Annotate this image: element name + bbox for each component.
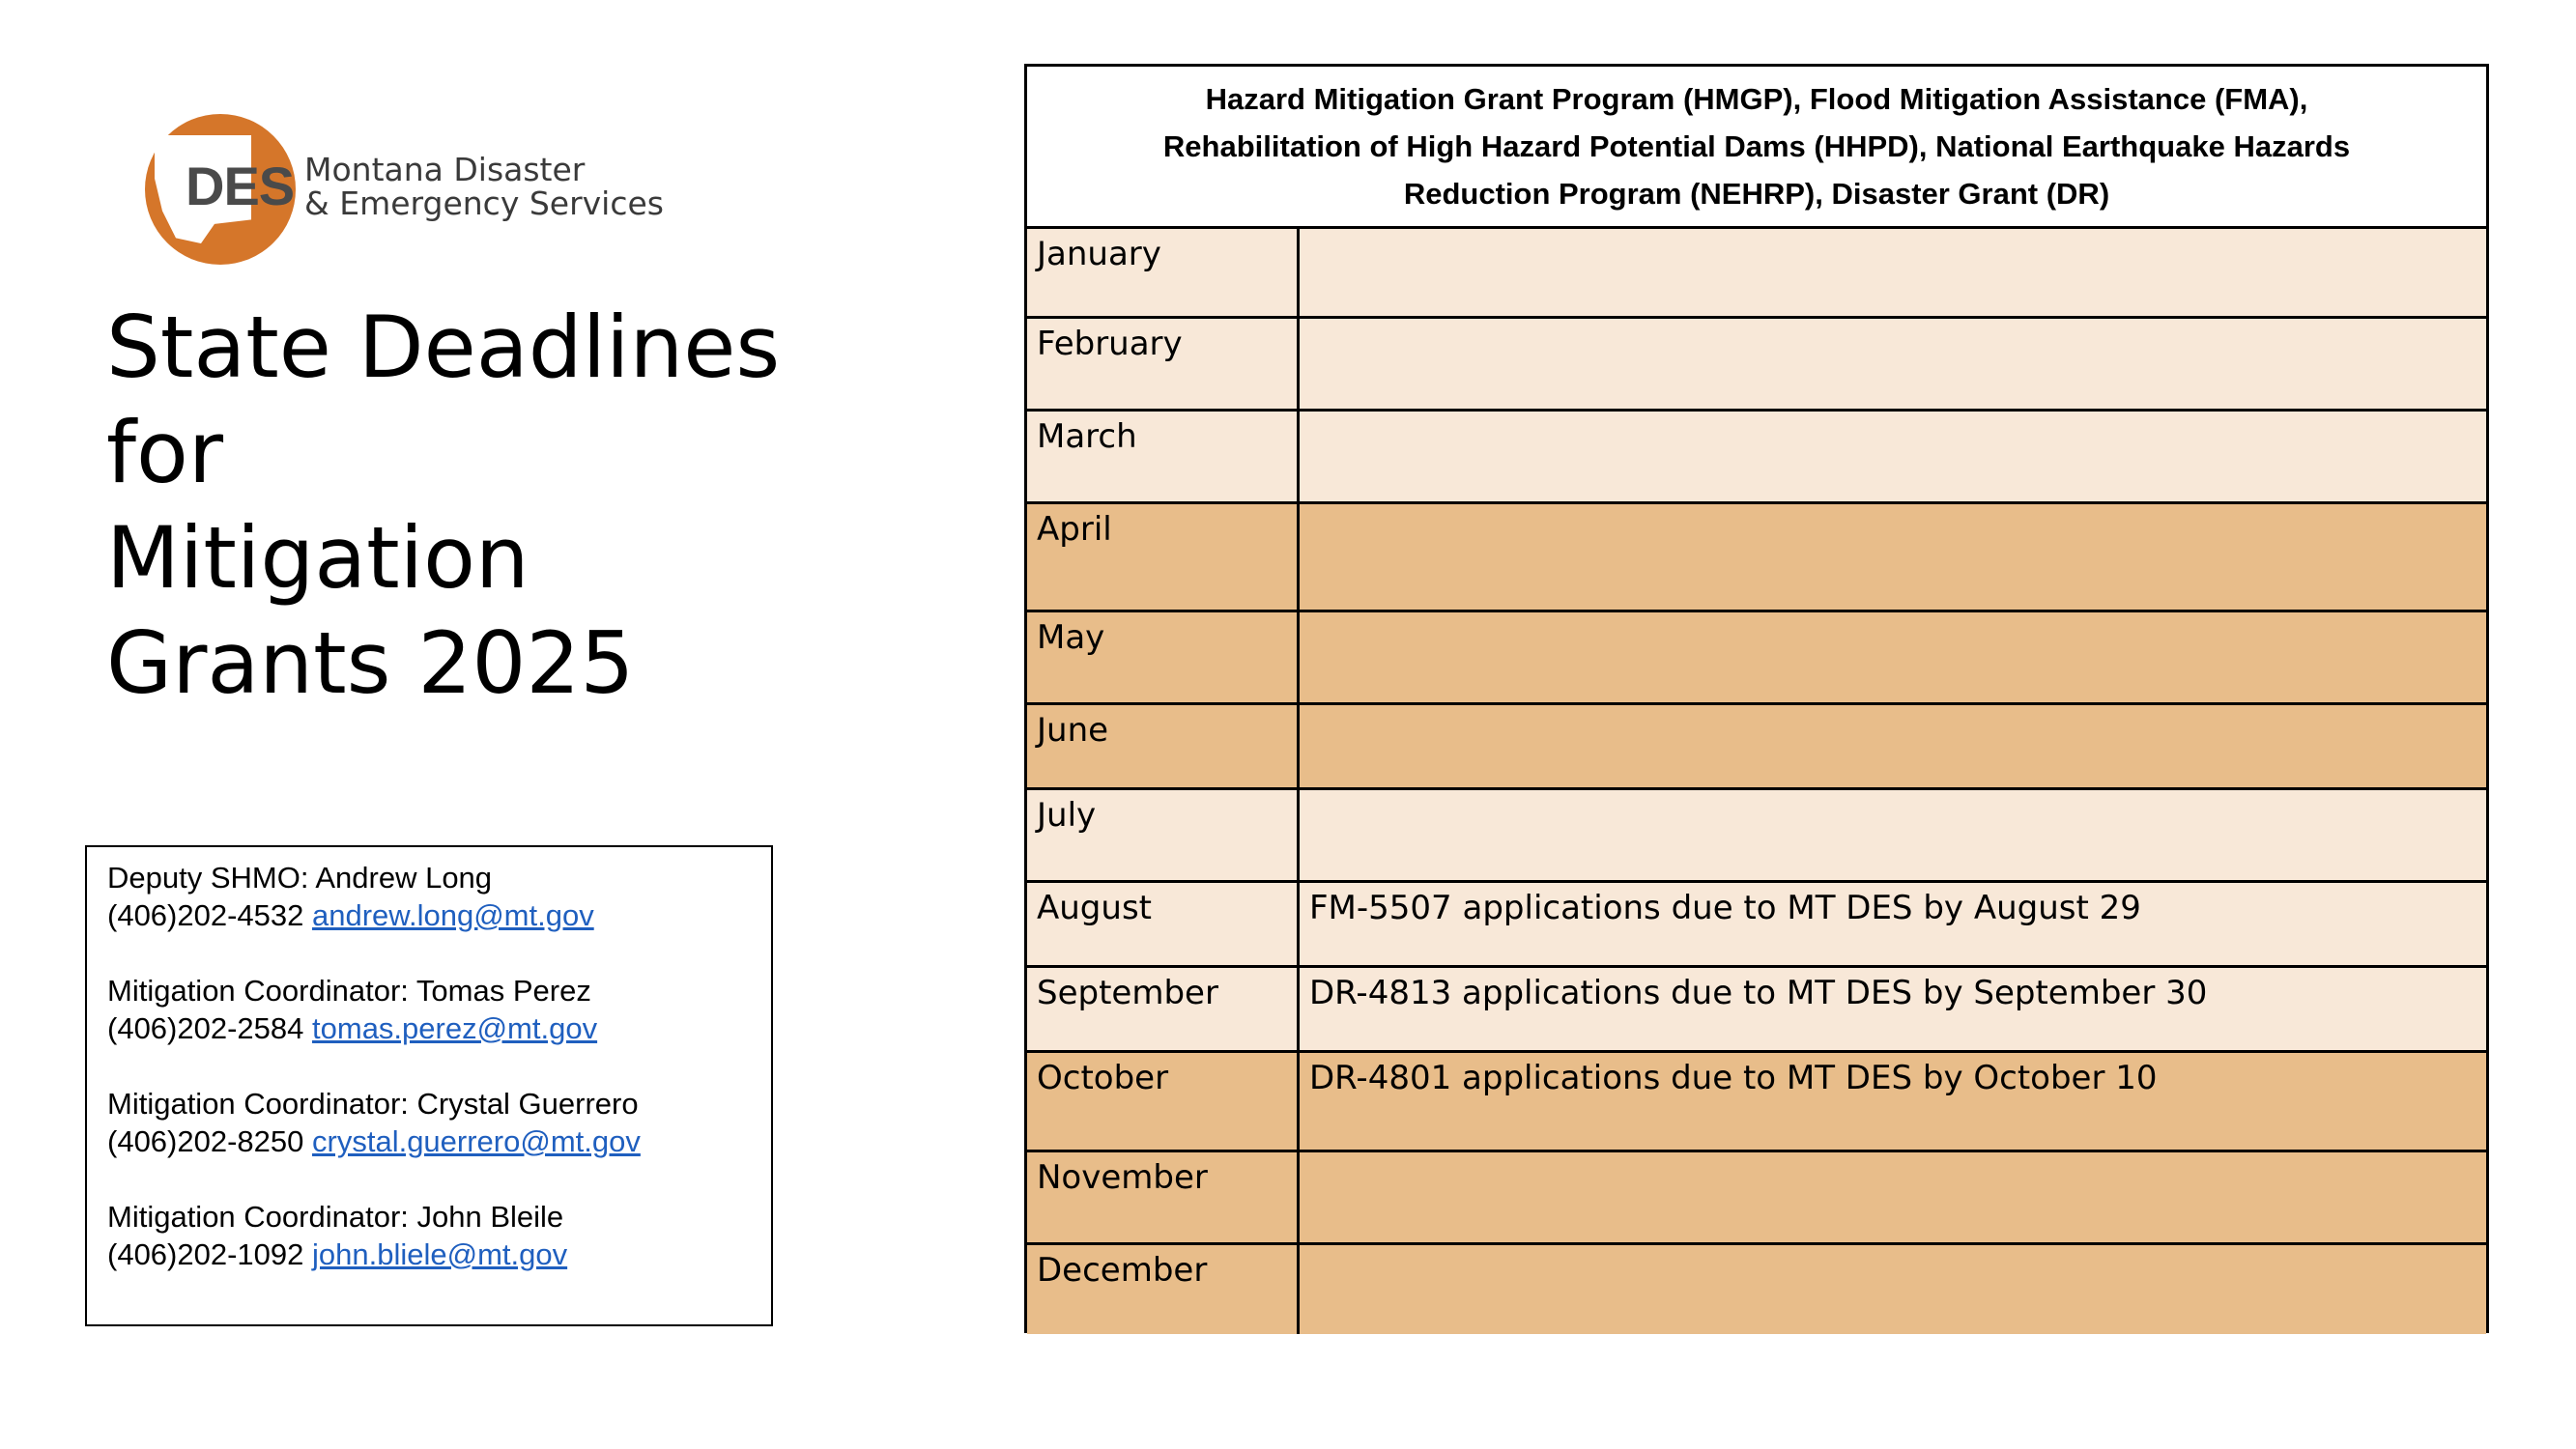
title-line4: Grants 2025 — [106, 613, 635, 713]
deadline-cell — [1300, 612, 2486, 705]
contact-phone: (406)202-1092 — [107, 1237, 304, 1271]
contact-email-link[interactable]: crystal.guerrero@mt.gov — [312, 1124, 641, 1158]
contact-phone: (406)202-4532 — [107, 898, 304, 932]
table-header — [1027, 67, 2486, 229]
contact-email-link[interactable]: john.bliele@mt.gov — [312, 1237, 568, 1271]
month-cell: June — [1027, 705, 1300, 790]
month-cell: March — [1027, 412, 1300, 504]
title-line1: State Deadlines — [106, 298, 781, 397]
month-cell: January — [1027, 229, 1300, 319]
deadline-cell — [1300, 319, 2486, 412]
deadline-cell: DR-4813 applications due to MT DES by September 30 — [1300, 968, 2486, 1053]
contact-entry — [107, 859, 771, 934]
contact-role: Mitigation Coordinator: John Bleile — [107, 1200, 564, 1234]
page-title — [106, 295, 802, 716]
des-logo — [145, 114, 686, 267]
deadline-cell: DR-4801 applications due to MT DES by October 10 — [1300, 1053, 2486, 1152]
deadline-cell — [1300, 412, 2486, 504]
month-cell: August — [1027, 883, 1300, 968]
deadline-cell — [1300, 790, 2486, 883]
contact-email-link[interactable]: andrew.long@mt.gov — [312, 898, 594, 932]
contact-role: Deputy SHMO: Andrew Long — [107, 861, 493, 895]
contact-phone: (406)202-8250 — [107, 1124, 304, 1158]
contact-entry — [107, 1085, 771, 1160]
deadline-cell — [1300, 1152, 2486, 1245]
contact-entry — [107, 1198, 771, 1273]
table-header-line1: Hazard Mitigation Grant Program (HMGP), Flood Mitigation Assistance (FMA), — [1205, 82, 2308, 116]
contact-line — [107, 1009, 771, 1047]
month-cell: February — [1027, 319, 1300, 412]
logo-name — [304, 153, 664, 220]
deadline-cell — [1300, 229, 2486, 319]
month-cell: July — [1027, 790, 1300, 883]
logo-name-line2: & Emergency Services — [304, 185, 664, 222]
month-cell: September — [1027, 968, 1300, 1053]
month-cell: November — [1027, 1152, 1300, 1245]
month-cell: April — [1027, 504, 1300, 612]
table-header-line3: Reduction Program (NEHRP), Disaster Grant (DR) — [1403, 177, 2110, 211]
contact-email-link[interactable]: tomas.perez@mt.gov — [312, 1011, 598, 1045]
contacts-box — [85, 845, 773, 1326]
table-header-line2: Rehabilitation of High Hazard Potential Dams (HHPD), National Earthquake Hazards — [1162, 129, 2351, 163]
logo-name-line1: Montana Disaster — [304, 151, 586, 188]
deadline-cell — [1300, 504, 2486, 612]
deadline-cell — [1300, 1245, 2486, 1334]
deadlines-table — [1024, 64, 2489, 1333]
contact-role: Mitigation Coordinator: Tomas Perez — [107, 974, 591, 1008]
contact-phone: (406)202-2584 — [107, 1011, 304, 1045]
title-line3: Mitigation — [106, 508, 530, 608]
title-line2: for — [106, 403, 223, 502]
month-cell: October — [1027, 1053, 1300, 1152]
contact-line — [107, 1122, 771, 1160]
month-cell: May — [1027, 612, 1300, 705]
contact-line — [107, 1236, 771, 1273]
month-cell: December — [1027, 1245, 1300, 1334]
contact-role: Mitigation Coordinator: Crystal Guerrero — [107, 1087, 639, 1121]
contact-line — [107, 896, 771, 934]
deadline-cell — [1300, 705, 2486, 790]
deadline-cell: FM-5507 applications due to MT DES by August 29 — [1300, 883, 2486, 968]
logo-abbr: DES — [186, 156, 295, 216]
contact-entry — [107, 972, 771, 1047]
